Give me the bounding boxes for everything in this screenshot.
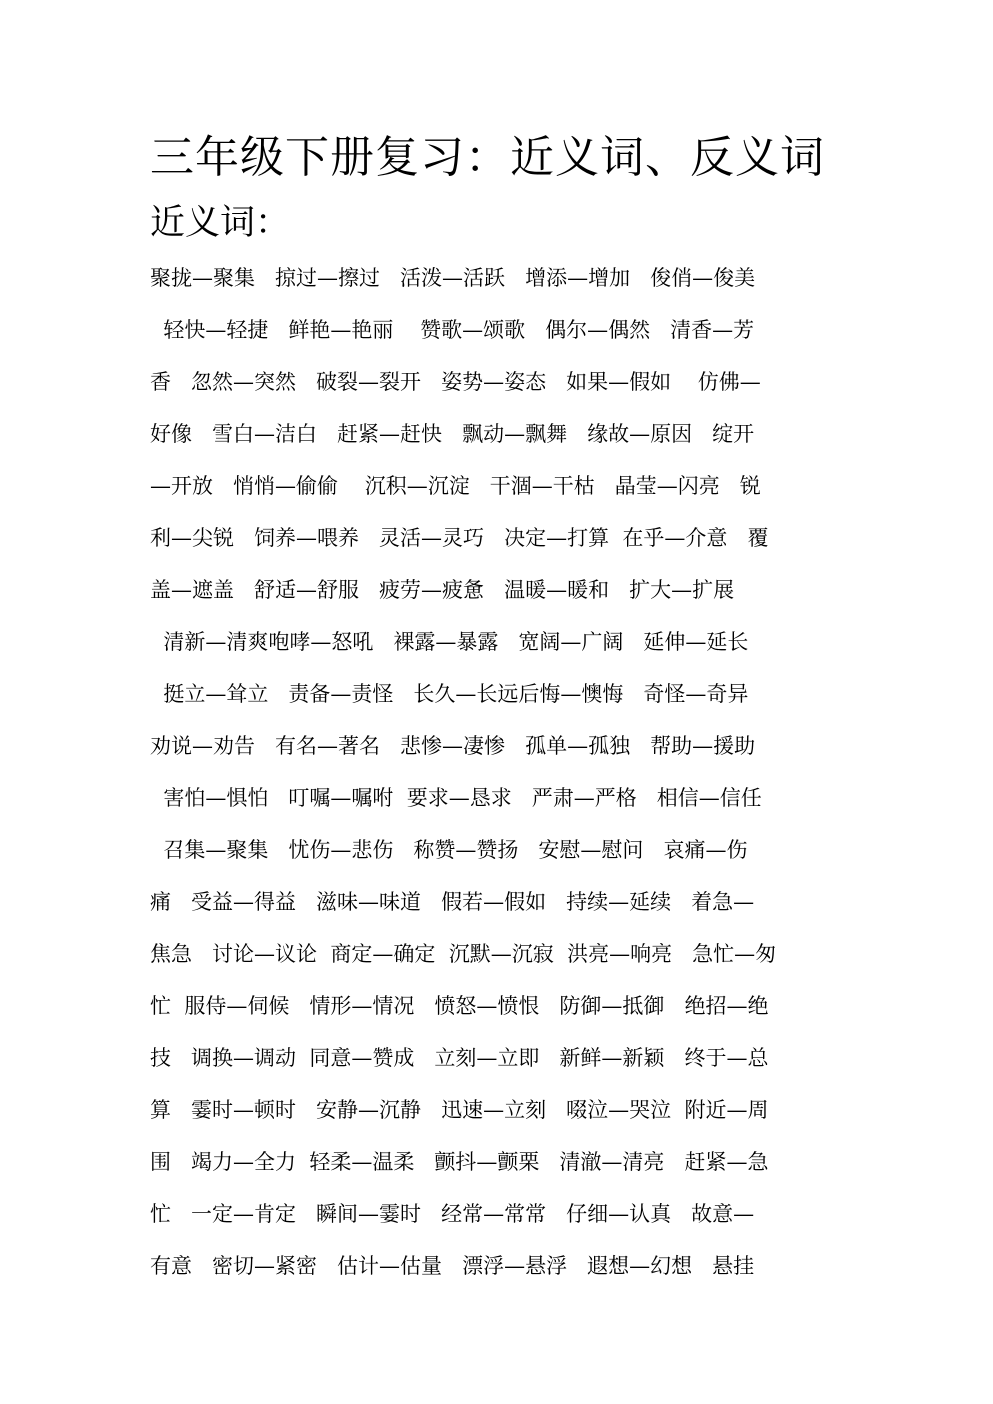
text-line: 挺立—耸立 责备—责怪 长久—长远后悔—懊悔 奇怪—奇异 xyxy=(150,682,749,706)
text-line: 盖—遮盖 舒适—舒服 疲劳—疲惫 温暖—暖和 扩大—扩展 xyxy=(150,578,735,602)
text-line: 焦急 讨论—议论 商定—确定 沉默—沉寂 洪亮—响亮 急忙—匆 xyxy=(150,942,777,966)
synonym-list xyxy=(150,258,850,1298)
text-line: 利—尖锐 饲养—喂养 灵活—灵巧 决定—打算 在乎—介意 覆 xyxy=(150,526,769,550)
section-heading: 近义词： xyxy=(150,203,291,243)
text-line: 聚拢—聚集 掠过—擦过 活泼—活跃 增添—增加 俊俏—俊美 xyxy=(150,266,756,290)
text-line: —开放 悄悄—偷偷 沉积—沉淀 干涸—干枯 晶莹—闪亮 锐 xyxy=(150,474,761,498)
text-line: 香 忽然—突然 破裂—裂开 姿势—姿态 如果—假如 仿佛— xyxy=(150,370,761,394)
text-line: 忙 服侍—伺候 情形—情况 愤怒—愤恨 防御—抵御 绝招—绝 xyxy=(150,994,769,1018)
text-line: 忙 一定—肯定 瞬间—霎时 经常—常常 仔细—认真 故意— xyxy=(150,1202,755,1226)
text-line: 轻快—轻捷 鲜艳—艳丽 赞歌—颂歌 偶尔—偶然 清香—芳 xyxy=(150,318,755,342)
text-line: 有意 密切—紧密 估计—估量 漂浮—悬浮 遐想—幻想 悬挂 xyxy=(150,1254,755,1278)
text-line: 技 调换—调动 同意—赞成 立刻—立即 新鲜—新颖 终于—总 xyxy=(150,1046,769,1070)
text-line: 清新—清爽咆哮—怒吼 裸露—暴露 宽阔—广阔 延伸—延长 xyxy=(150,630,749,654)
text-line: 召集—聚集 忧伤—悲伤 称赞—赞扬 安慰—慰问 哀痛—伤 xyxy=(150,838,748,862)
text-line: 围 竭力—全力 轻柔—温柔 颤抖—颤栗 清澈—清亮 赶紧—急 xyxy=(150,1150,769,1174)
text-line: 痛 受益—得益 滋味—味道 假若—假如 持续—延续 着急— xyxy=(150,890,755,914)
text-line: 算 霎时—顿时 安静—沉静 迅速—立刻 啜泣—哭泣 附近—周 xyxy=(150,1098,769,1122)
text-line: 劝说—劝告 有名—著名 悲惨—凄惨 孤单—孤独 帮助—援助 xyxy=(150,734,756,758)
document-title: 三年级下册复习：近义词、反义词 xyxy=(150,132,825,183)
text-line: 害怕—惧怕 叮嘱—嘱咐 要求—恳求 严肃—严格 相信—信任 xyxy=(150,786,762,810)
text-line: 好像 雪白—洁白 赶紧—赶快 飘动—飘舞 缘故—原因 绽开 xyxy=(150,422,755,446)
